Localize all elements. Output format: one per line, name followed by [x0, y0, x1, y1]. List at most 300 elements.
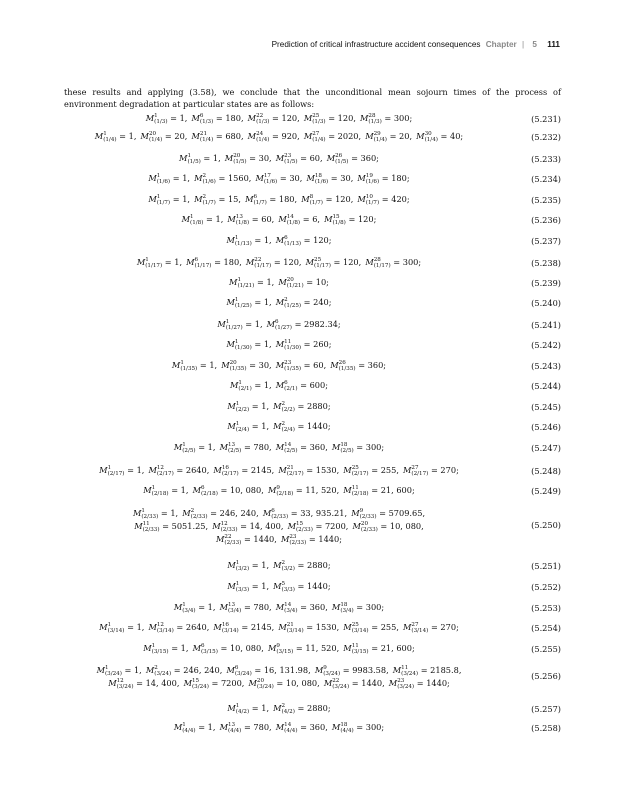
term-separator: , [184, 113, 192, 123]
term-value: = 1 [251, 235, 270, 245]
term-value: = 180 [211, 257, 240, 267]
term-superscript: 25 [351, 622, 359, 628]
equation-number: (5.231) [531, 114, 561, 124]
term-value: = 2880 [294, 560, 328, 570]
equation-number: (5.243) [531, 361, 561, 371]
term-superscript: 1 [182, 602, 186, 608]
equation-line [64, 642, 494, 655]
term-value: = 360 [297, 442, 326, 452]
term-value: = 1 [249, 560, 267, 570]
term-subscript: (3/14) [411, 628, 429, 634]
term-value: = 10, 080 [217, 643, 262, 653]
term-value: = 360 [348, 153, 377, 163]
equation-5.236 [64, 213, 561, 227]
term-value: = 420 [379, 194, 407, 204]
term-value: = 11, 520 [293, 485, 337, 495]
term-separator: , [139, 665, 146, 675]
term-subscript: (4/4) [284, 728, 298, 734]
term-superscript: 23 [397, 678, 405, 684]
term-subscript: (1/3) [368, 119, 382, 125]
term-value: = 1 [168, 643, 186, 653]
term-superscript: 13 [235, 214, 243, 220]
term-value: = 120 [330, 257, 359, 267]
term-subscript: (3/24) [397, 684, 415, 690]
term-value: = 120 [301, 235, 329, 245]
term-subscript: (2/33) [220, 527, 238, 533]
term-subscript: (4/4) [182, 728, 196, 734]
equation-line [64, 580, 494, 593]
equation-content [64, 379, 494, 392]
term-value: = 2145 [238, 465, 272, 475]
equation-line [64, 400, 494, 413]
term-value: = 1 [168, 485, 186, 495]
equation-5.239 [64, 276, 561, 290]
term-superscript: 19 [365, 173, 373, 179]
equation-content [64, 152, 494, 165]
term-subscript: (2/5) [284, 448, 298, 454]
mean-sojourn-term: M 23 (2/33) = 1440 [280, 534, 340, 546]
term-subscript: (3/24) [234, 671, 252, 677]
mean-sojourn-term: M 2 (1/25) = 240 [275, 297, 329, 309]
term-separator: , [336, 643, 344, 653]
term-superscript: 20 [229, 360, 237, 366]
mean-sojourn-term: M 15 (3/24) = 7200 [183, 678, 242, 690]
term-separator: ; [381, 722, 385, 732]
term-value: = 10 [303, 277, 327, 287]
equation-number: (5.242) [531, 340, 561, 350]
term-subscript: (3/14) [156, 628, 174, 634]
term-superscript: 20 [256, 678, 265, 684]
equation-number: (5.237) [531, 236, 561, 246]
mean-sojourn-term: M 1 (1/3) = 1 [145, 113, 185, 125]
term-superscript: 1 [151, 485, 156, 491]
mean-sojourn-term: M 8 (1/7) = 120 [301, 194, 351, 206]
term-separator: , [218, 153, 225, 163]
term-superscript: 1 [154, 113, 158, 119]
term-subscript: (2/2) [281, 407, 295, 413]
term-subscript: (2/4) [235, 427, 250, 433]
term-separator: , [358, 257, 366, 267]
term-value: = 1 [170, 173, 188, 183]
term-separator: , [350, 173, 358, 183]
mean-sojourn-term: M 30 (1/4) = 40 [416, 131, 461, 143]
mean-sojourn-term: M 1 (1/30) = 1 [226, 339, 270, 351]
term-subscript: (1/35) [180, 366, 198, 372]
term-superscript: 27 [312, 131, 320, 137]
term-subscript: (3/24) [256, 684, 274, 690]
term-value: = 270 [428, 622, 457, 632]
mean-sojourn-term: M 2 (2/33) = 246, 240 [182, 508, 257, 520]
term-separator: ; [409, 113, 413, 123]
mean-sojourn-term: M 6 (1/27) = 2982.34 [266, 319, 338, 331]
term-subscript: (3/4) [340, 608, 354, 614]
term-separator: ; [456, 622, 459, 632]
term-separator: ; [327, 703, 331, 713]
term-value: = 1560 [215, 173, 249, 183]
term-separator: , [259, 319, 267, 329]
term-subscript: (2/18) [351, 491, 369, 497]
term-superscript: 26 [338, 360, 346, 366]
term-value: = 1 [249, 421, 267, 431]
term-value: = 300 [353, 722, 382, 732]
term-separator: , [266, 703, 274, 713]
term-subscript: (1/4) [424, 137, 438, 143]
mean-sojourn-term: M 28 (1/17) = 300 [365, 257, 419, 269]
term-value: = 1 [124, 622, 142, 632]
term-separator: , [261, 485, 268, 495]
term-value: = 2640 [173, 465, 207, 475]
term-value: = 240 [301, 297, 329, 307]
term-value: = 360 [297, 722, 326, 732]
term-superscript: 2 [281, 703, 286, 709]
term-separator: , [219, 665, 227, 675]
term-value: = 1 [124, 465, 142, 475]
term-subscript: (1/5) [233, 159, 247, 165]
equation-5.233 [64, 152, 561, 166]
term-superscript: 6 [275, 319, 279, 325]
chapter-number: 5 [532, 40, 537, 49]
term-value: = 1 [197, 360, 215, 370]
mean-sojourn-term: M 27 (2/17) = 270 [403, 465, 457, 477]
equation-content [64, 193, 494, 206]
term-value: = 60 [249, 214, 272, 224]
term-value: = 1 [121, 665, 140, 675]
mean-sojourn-term: M 2 (3/24) = 246, 240 [145, 665, 220, 677]
term-value: = 120 [323, 194, 351, 204]
term-subscript: (2/33) [271, 514, 289, 520]
term-subscript: (3/14) [221, 628, 239, 634]
equation-number: (5.233) [531, 154, 561, 164]
term-separator: , [212, 442, 220, 452]
mean-sojourn-term: M 27 (1/4) = 2020 [303, 131, 359, 143]
term-separator: , [396, 622, 404, 632]
term-superscript: 2 [281, 560, 286, 566]
term-superscript: 30 [424, 131, 432, 137]
term-subscript: (3/15) [276, 649, 294, 655]
term-superscript: 9 [276, 643, 280, 649]
equation-5.234 [64, 172, 561, 186]
mean-sojourn-term: M 1 (1/7) = 1 [148, 194, 188, 206]
term-separator: , [325, 722, 332, 732]
equation-content [64, 441, 494, 454]
term-separator: , [269, 235, 276, 245]
term-value: = 2880 [294, 703, 328, 713]
term-subscript: (2/33) [295, 527, 313, 533]
equation-content [64, 580, 494, 593]
term-separator: ; [328, 339, 332, 349]
equation-line [64, 318, 494, 331]
mean-sojourn-term: M 15 (2/33) = 7200 [287, 521, 346, 533]
term-separator: , [185, 485, 193, 495]
term-superscript: 17 [263, 173, 271, 179]
term-value: = 120 [271, 257, 299, 267]
equation-number: (5.256) [531, 671, 561, 681]
term-superscript: 1 [187, 153, 191, 159]
term-subscript: (1/8) [235, 220, 250, 226]
term-subscript: (1/27) [225, 325, 243, 331]
term-subscript: (3/24) [401, 671, 419, 677]
equation-content [64, 172, 494, 185]
term-value: = 10, 080 [217, 485, 262, 495]
term-value: = 2145 [238, 622, 272, 632]
equation-5.238 [64, 256, 561, 270]
term-superscript: 5 [281, 581, 286, 587]
term-value: = 360 [297, 602, 326, 612]
term-separator: , [133, 131, 141, 141]
term-separator: , [206, 465, 214, 475]
term-separator: ; [325, 380, 328, 390]
mean-sojourn-term: M 20 (1/5) = 30 [224, 153, 270, 165]
equation-line [64, 130, 494, 143]
term-superscript: 25 [351, 465, 359, 471]
running-header [100, 40, 560, 54]
term-value: = 1 [158, 508, 176, 518]
equation-line [64, 276, 494, 289]
equation-line [64, 533, 494, 546]
term-superscript: 1 [235, 703, 240, 709]
mean-sojourn-term: M 6 (3/24) = 16, 131.98 [226, 665, 309, 677]
term-subscript: (1/6) [365, 179, 380, 185]
mean-sojourn-term: M 19 (1/6) = 180 [357, 173, 407, 185]
term-separator: , [206, 622, 214, 632]
equation-line [64, 152, 494, 165]
mean-sojourn-term: M 1 (3/24) = 1 [96, 665, 140, 677]
equation-5.256 [64, 664, 561, 688]
term-value: = 2982.34 [291, 319, 338, 329]
term-value: = 180 [266, 194, 295, 204]
equation-line [64, 721, 494, 734]
term-value: = 10, 080 [273, 678, 318, 688]
term-superscript: 9 [323, 665, 327, 671]
term-superscript: 6 [284, 380, 288, 386]
term-value: = 1530 [303, 465, 337, 475]
equation-number: (5.238) [531, 258, 561, 268]
mean-sojourn-term: M 11 (3/24) = 2185.8 [392, 665, 459, 677]
term-separator: , [214, 360, 222, 370]
term-separator: , [238, 194, 246, 204]
term-superscript: 18 [340, 602, 348, 608]
term-subscript: (1/7) [309, 200, 323, 206]
term-separator: , [323, 360, 331, 370]
term-subscript: (3/24) [104, 671, 122, 677]
term-superscript: 18 [314, 173, 322, 179]
term-separator: , [358, 131, 366, 141]
term-superscript: 11 [142, 521, 150, 527]
mean-sojourn-term: M 27 (3/14) = 270 [403, 622, 457, 634]
term-separator: , [280, 521, 288, 531]
term-superscript: 20 [360, 521, 369, 527]
mean-sojourn-term: M 26 (1/35) = 360 [330, 360, 384, 372]
equation-5.231 [64, 112, 561, 126]
term-subscript: (1/13) [234, 241, 252, 247]
term-separator: , [212, 602, 220, 612]
mean-sojourn-term: M 18 (2/5) = 300 [331, 442, 382, 454]
mean-sojourn-term: M 2 (1/6) = 1560 [194, 173, 249, 185]
term-separator: ; [460, 131, 464, 141]
term-superscript: 2 [202, 173, 207, 179]
term-value: = 255 [368, 465, 397, 475]
term-superscript: 14 [284, 722, 292, 728]
term-subscript: (1/4) [103, 137, 117, 143]
term-value: = 14, 400 [237, 521, 281, 531]
term-separator: , [336, 485, 344, 495]
equation-content [64, 420, 494, 433]
term-separator: , [269, 380, 276, 390]
equation-number: (5.258) [531, 723, 561, 733]
term-value: = 30 [246, 360, 270, 370]
term-subscript: (1/6) [156, 179, 171, 185]
term-separator: , [266, 401, 274, 411]
term-superscript: 2 [154, 665, 158, 671]
mean-sojourn-term: M 6 (1/7) = 180 [245, 194, 295, 206]
term-superscript: 14 [284, 442, 292, 448]
mean-sojourn-term: M 12 (2/17) = 2640 [148, 465, 207, 477]
term-value: = 7200 [208, 678, 242, 688]
equation-line [64, 296, 494, 309]
term-value: = 680 [213, 131, 241, 141]
term-value: = 1 [251, 339, 270, 349]
term-value: = 300 [353, 602, 382, 612]
term-superscript: 14 [284, 602, 292, 608]
mean-sojourn-term: M 22 (1/3) = 120 [247, 113, 298, 125]
term-separator: , [396, 465, 404, 475]
term-value: = 16, 131.98 [251, 665, 309, 675]
mean-sojourn-term: M 6 (1/13) = 120 [275, 235, 329, 247]
equation-line [64, 559, 494, 572]
term-separator: ; [411, 643, 415, 653]
term-superscript: 1 [182, 442, 186, 448]
equation-content [64, 234, 494, 247]
term-value: = 30 [328, 173, 351, 183]
mean-sojourn-term: M 22 (1/17) = 120 [245, 257, 299, 269]
term-subscript: (1/35) [284, 366, 302, 372]
equation-content [64, 642, 494, 655]
term-separator: , [269, 722, 276, 732]
term-superscript: 14 [286, 214, 294, 220]
running-title: Prediction of critical infrastructure accident consequences [271, 40, 481, 49]
term-superscript: 2 [281, 421, 286, 427]
equation-line [64, 520, 494, 533]
term-separator: , [298, 257, 306, 267]
equation-content [64, 484, 494, 497]
term-superscript: 1 [237, 277, 241, 283]
term-value: = 120 [325, 113, 354, 123]
term-superscript: 1 [238, 380, 242, 386]
term-superscript: 22 [254, 257, 262, 263]
term-subscript: (4/2) [281, 709, 295, 715]
mean-sojourn-term: M 29 (1/4) = 20 [365, 131, 410, 143]
term-separator: ; [326, 277, 329, 287]
term-subscript: (2/33) [360, 527, 378, 533]
mean-sojourn-term: M 1 (4/4) = 1 [173, 722, 213, 734]
term-separator: , [294, 194, 302, 204]
term-separator: , [421, 521, 424, 531]
mean-sojourn-term: M 14 (1/8) = 6 [278, 214, 318, 226]
equation-line [64, 464, 494, 477]
term-superscript: 22 [256, 113, 264, 119]
term-separator: , [269, 360, 276, 370]
term-separator: , [382, 678, 389, 688]
mean-sojourn-term: M 1 (3/2) = 1 [227, 560, 267, 572]
term-separator: , [271, 214, 279, 224]
term-subscript: (3/3) [235, 587, 250, 593]
equation-line [64, 484, 494, 497]
equation-5.251 [64, 559, 561, 573]
term-superscript: 9 [359, 508, 364, 514]
term-superscript: 1 [234, 235, 239, 241]
term-superscript: 20 [286, 277, 294, 283]
equation-number: (5.244) [531, 381, 561, 391]
term-subscript: (1/27) [275, 325, 292, 331]
term-value: = 1 [170, 194, 188, 204]
equation-5.245 [64, 400, 561, 414]
term-value: = 1 [162, 257, 180, 267]
equation-5.240 [64, 296, 561, 310]
term-value: = 1 [195, 602, 213, 612]
mean-sojourn-term: M 1 (3/15) = 1 [143, 643, 186, 655]
term-value: = 10, 080 [377, 521, 422, 531]
term-separator: , [212, 722, 220, 732]
term-subscript: (3/24) [191, 684, 209, 690]
mean-sojourn-term: M 12 (3/24) = 14, 400 [108, 678, 177, 690]
term-subscript: (2/33) [141, 514, 159, 520]
equation-5.253 [64, 601, 561, 615]
term-separator: , [141, 622, 149, 632]
term-superscript: 29 [373, 131, 381, 137]
term-value: = 1 [195, 722, 213, 732]
term-separator: , [269, 602, 276, 612]
mean-sojourn-term: M 17 (1/6) = 30 [255, 173, 300, 185]
term-separator: , [271, 277, 279, 287]
mean-sojourn-term: M 6 (2/33) = 33, 935.21 [262, 508, 345, 520]
term-value: = 30 [246, 153, 270, 163]
term-subscript: (1/4) [373, 137, 387, 143]
term-subscript: (3/2) [281, 566, 295, 572]
mean-sojourn-term: M 11 (3/15) = 21, 600 [343, 643, 412, 655]
term-value: = 1 [203, 214, 221, 224]
term-value: = 300 [381, 113, 410, 123]
mean-sojourn-term: M 1 (3/4) = 1 [173, 602, 213, 614]
term-superscript: 1 [225, 319, 230, 325]
term-superscript: 15 [295, 521, 304, 527]
equation-number: (5.245) [531, 402, 561, 412]
term-separator: , [350, 194, 358, 204]
term-value: = 11, 520 [293, 643, 337, 653]
mean-sojourn-term: M 25 (2/17) = 255 [343, 465, 397, 477]
mean-sojourn-term: M 1 (3/14) = 1 [99, 622, 142, 634]
term-subscript: (3/24) [154, 671, 172, 677]
term-subscript: (4/4) [340, 728, 354, 734]
equation-line [64, 507, 494, 520]
term-superscript: 12 [116, 678, 124, 684]
equation-number: (5.248) [531, 466, 561, 476]
mean-sojourn-term: M 1 (1/17) = 1 [136, 257, 180, 269]
term-superscript: 18 [340, 722, 348, 728]
equation-5.255 [64, 642, 561, 656]
term-value: = 780 [241, 602, 270, 612]
term-separator: , [205, 521, 213, 531]
mean-sojourn-term: M 12 (2/33) = 14, 400 [212, 521, 281, 533]
term-separator: ; [447, 678, 450, 688]
equation-line [64, 234, 494, 247]
equation-number: (5.234) [531, 174, 561, 184]
term-superscript: 1 [235, 560, 240, 566]
mean-sojourn-term: M 10 (1/7) = 420 [357, 194, 407, 206]
equation-content [64, 296, 494, 309]
equation-line [64, 441, 494, 454]
mean-sojourn-term: M 20 (3/24) = 10, 080 [248, 678, 318, 690]
term-superscript: 2 [281, 401, 286, 407]
